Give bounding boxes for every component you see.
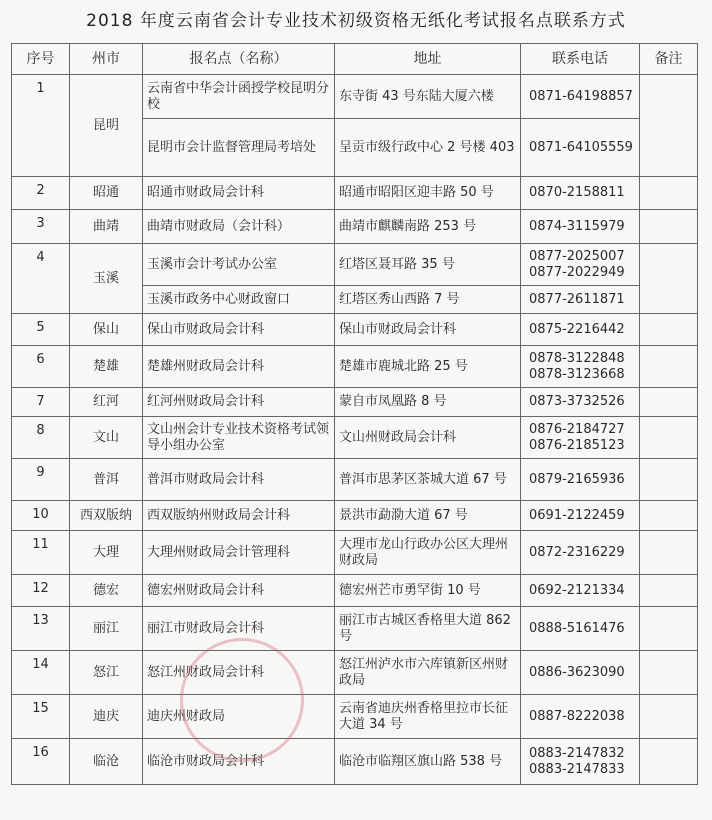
phone-cell: 0888-5161476 xyxy=(521,607,640,651)
seq-cell: 12 xyxy=(12,575,70,607)
seq-cell: 6 xyxy=(12,346,70,388)
name-cell: 大理州财政局会计管理科 xyxy=(143,531,335,575)
address-cell: 曲靖市麒麟南路 253 号 xyxy=(335,210,521,244)
name-cell: 西双版纳州财政局会计科 xyxy=(143,501,335,531)
note-cell xyxy=(640,346,698,388)
name-cell: 红河州财政局会计科 xyxy=(143,388,335,417)
seq-cell: 2 xyxy=(12,177,70,210)
note-cell xyxy=(640,739,698,785)
phone-cell: 0876-2184727 0876-2185123 xyxy=(521,417,640,459)
document-title: 2018 年度云南省会计专业技术初级资格无纸化考试报名点联系方式 xyxy=(86,11,626,31)
note-cell xyxy=(640,651,698,695)
note-cell xyxy=(640,210,698,244)
note-cell xyxy=(640,177,698,210)
note-cell xyxy=(640,314,698,346)
seq-cell: 16 xyxy=(12,739,70,785)
table-row xyxy=(12,695,698,739)
phone-cell: 0692-2121334 xyxy=(521,575,640,607)
header-name: 报名点（名称） xyxy=(143,44,335,75)
city-cell: 曲靖 xyxy=(70,210,143,244)
seq-cell: 11 xyxy=(12,531,70,575)
address-cell: 德宏州芒市勇罕街 10 号 xyxy=(335,575,521,607)
name-cell: 临沧市财政局会计科 xyxy=(143,739,335,785)
address-cell: 红塔区聂耳路 35 号 xyxy=(335,244,521,286)
address-cell: 楚雄市鹿城北路 25 号 xyxy=(335,346,521,388)
note-cell xyxy=(640,695,698,739)
table-body xyxy=(12,75,698,785)
address-cell: 大理市龙山行政办公区大理州财政局 xyxy=(335,531,521,575)
header-note: 备注 xyxy=(640,44,698,75)
address-cell: 红塔区秀山西路 7 号 xyxy=(335,286,521,314)
name-cell: 迪庆州财政局 xyxy=(143,695,335,739)
table-row xyxy=(12,575,698,607)
phone-cell: 0874-3115979 xyxy=(521,210,640,244)
phone-cell: 0872-2316229 xyxy=(521,531,640,575)
note-cell xyxy=(640,459,698,501)
address-cell: 呈贡市级行政中心 2 号楼 403 xyxy=(335,119,521,177)
city-cell: 怒江 xyxy=(70,651,143,695)
header-city: 州市 xyxy=(70,44,143,75)
seq-cell: 8 xyxy=(12,417,70,459)
header-address: 地址 xyxy=(335,44,521,75)
phone-cell: 0883-2147832 0883-2147833 xyxy=(521,739,640,785)
phone-cell: 0873-3732526 xyxy=(521,388,640,417)
note-cell xyxy=(640,501,698,531)
seq-cell: 13 xyxy=(12,607,70,651)
table-row xyxy=(12,388,698,417)
note-cell xyxy=(640,531,698,575)
table-row xyxy=(12,314,698,346)
seq-cell: 7 xyxy=(12,388,70,417)
header-seq: 序号 xyxy=(12,44,70,75)
table-row xyxy=(12,739,698,785)
seq-cell: 10 xyxy=(12,501,70,531)
phone-cell: 0886-3623090 xyxy=(521,651,640,695)
header-row xyxy=(12,44,698,75)
address-cell: 临沧市临翔区旗山路 538 号 xyxy=(335,739,521,785)
note-cell xyxy=(640,244,698,314)
name-cell: 丽江市财政局会计科 xyxy=(143,607,335,651)
phone-cell: 0871-64198857 xyxy=(521,75,640,119)
table-row xyxy=(12,607,698,651)
note-cell xyxy=(640,417,698,459)
seq-cell: 4 xyxy=(12,244,70,314)
seq-cell: 1 xyxy=(12,75,70,177)
name-cell: 楚雄州财政局会计科 xyxy=(143,346,335,388)
note-cell xyxy=(640,607,698,651)
phone-cell: 0870-2158811 xyxy=(521,177,640,210)
name-cell: 怒江州财政局会计科 xyxy=(143,651,335,695)
table-row xyxy=(12,75,698,119)
table-row xyxy=(12,531,698,575)
address-cell: 昭通市昭阳区迎丰路 50 号 xyxy=(335,177,521,210)
table-row xyxy=(12,459,698,501)
seq-cell: 5 xyxy=(12,314,70,346)
address-cell: 普洱市思茅区茶城大道 67 号 xyxy=(335,459,521,501)
name-cell: 昭通市财政局会计科 xyxy=(143,177,335,210)
table-row xyxy=(12,244,698,286)
table-row xyxy=(12,346,698,388)
contact-table xyxy=(11,43,698,785)
note-cell xyxy=(640,75,698,177)
table-row xyxy=(12,501,698,531)
name-cell: 保山市财政局会计科 xyxy=(143,314,335,346)
city-cell: 昆明 xyxy=(70,75,143,177)
address-cell: 保山市财政局会计科 xyxy=(335,314,521,346)
seq-cell: 14 xyxy=(12,651,70,695)
phone-cell: 0879-2165936 xyxy=(521,459,640,501)
city-cell: 红河 xyxy=(70,388,143,417)
city-cell: 玉溪 xyxy=(70,244,143,314)
table-row xyxy=(12,177,698,210)
seq-cell: 3 xyxy=(12,210,70,244)
phone-cell: 0875-2216442 xyxy=(521,314,640,346)
city-cell: 普洱 xyxy=(70,459,143,501)
table-row xyxy=(12,417,698,459)
city-cell: 迪庆 xyxy=(70,695,143,739)
city-cell: 德宏 xyxy=(70,575,143,607)
city-cell: 保山 xyxy=(70,314,143,346)
phone-cell: 0871-64105559 xyxy=(521,119,640,177)
name-cell: 玉溪市会计考试办公室 xyxy=(143,244,335,286)
note-cell xyxy=(640,575,698,607)
city-cell: 临沧 xyxy=(70,739,143,785)
name-cell: 玉溪市政务中心财政窗口 xyxy=(143,286,335,314)
name-cell: 德宏州财政局会计科 xyxy=(143,575,335,607)
city-cell: 昭通 xyxy=(70,177,143,210)
name-cell: 云南省中华会计函授学校昆明分校 xyxy=(143,75,335,119)
name-cell: 曲靖市财政局（会计科） xyxy=(143,210,335,244)
city-cell: 大理 xyxy=(70,531,143,575)
phone-cell: 0877-2611871 xyxy=(521,286,640,314)
address-cell: 东寺街 43 号东陆大厦六楼 xyxy=(335,75,521,119)
table-row xyxy=(12,651,698,695)
name-cell: 昆明市会计监督管理局考培处 xyxy=(143,119,335,177)
phone-cell: 0691-2122459 xyxy=(521,501,640,531)
note-cell xyxy=(640,388,698,417)
address-cell: 文山州财政局会计科 xyxy=(335,417,521,459)
phone-cell: 0878-3122848 0878-3123668 xyxy=(521,346,640,388)
table-row xyxy=(12,210,698,244)
seq-cell: 15 xyxy=(12,695,70,739)
name-cell: 文山州会计专业技术资格考试领导小组办公室 xyxy=(143,417,335,459)
address-cell: 云南省迪庆州香格里拉市长征大道 34 号 xyxy=(335,695,521,739)
seq-cell: 9 xyxy=(12,459,70,501)
city-cell: 楚雄 xyxy=(70,346,143,388)
city-cell: 丽江 xyxy=(70,607,143,651)
city-cell: 文山 xyxy=(70,417,143,459)
name-cell: 普洱市财政局会计科 xyxy=(143,459,335,501)
address-cell: 丽江市古城区香格里大道 862 号 xyxy=(335,607,521,651)
address-cell: 怒江州泸水市六库镇新区州财政局 xyxy=(335,651,521,695)
phone-cell: 0887-8222038 xyxy=(521,695,640,739)
address-cell: 景洪市勐泐大道 67 号 xyxy=(335,501,521,531)
phone-cell: 0877-2025007 0877-2022949 xyxy=(521,244,640,286)
header-phone: 联系电话 xyxy=(521,44,640,75)
city-cell: 西双版纳 xyxy=(70,501,143,531)
address-cell: 蒙自市凤凰路 8 号 xyxy=(335,388,521,417)
